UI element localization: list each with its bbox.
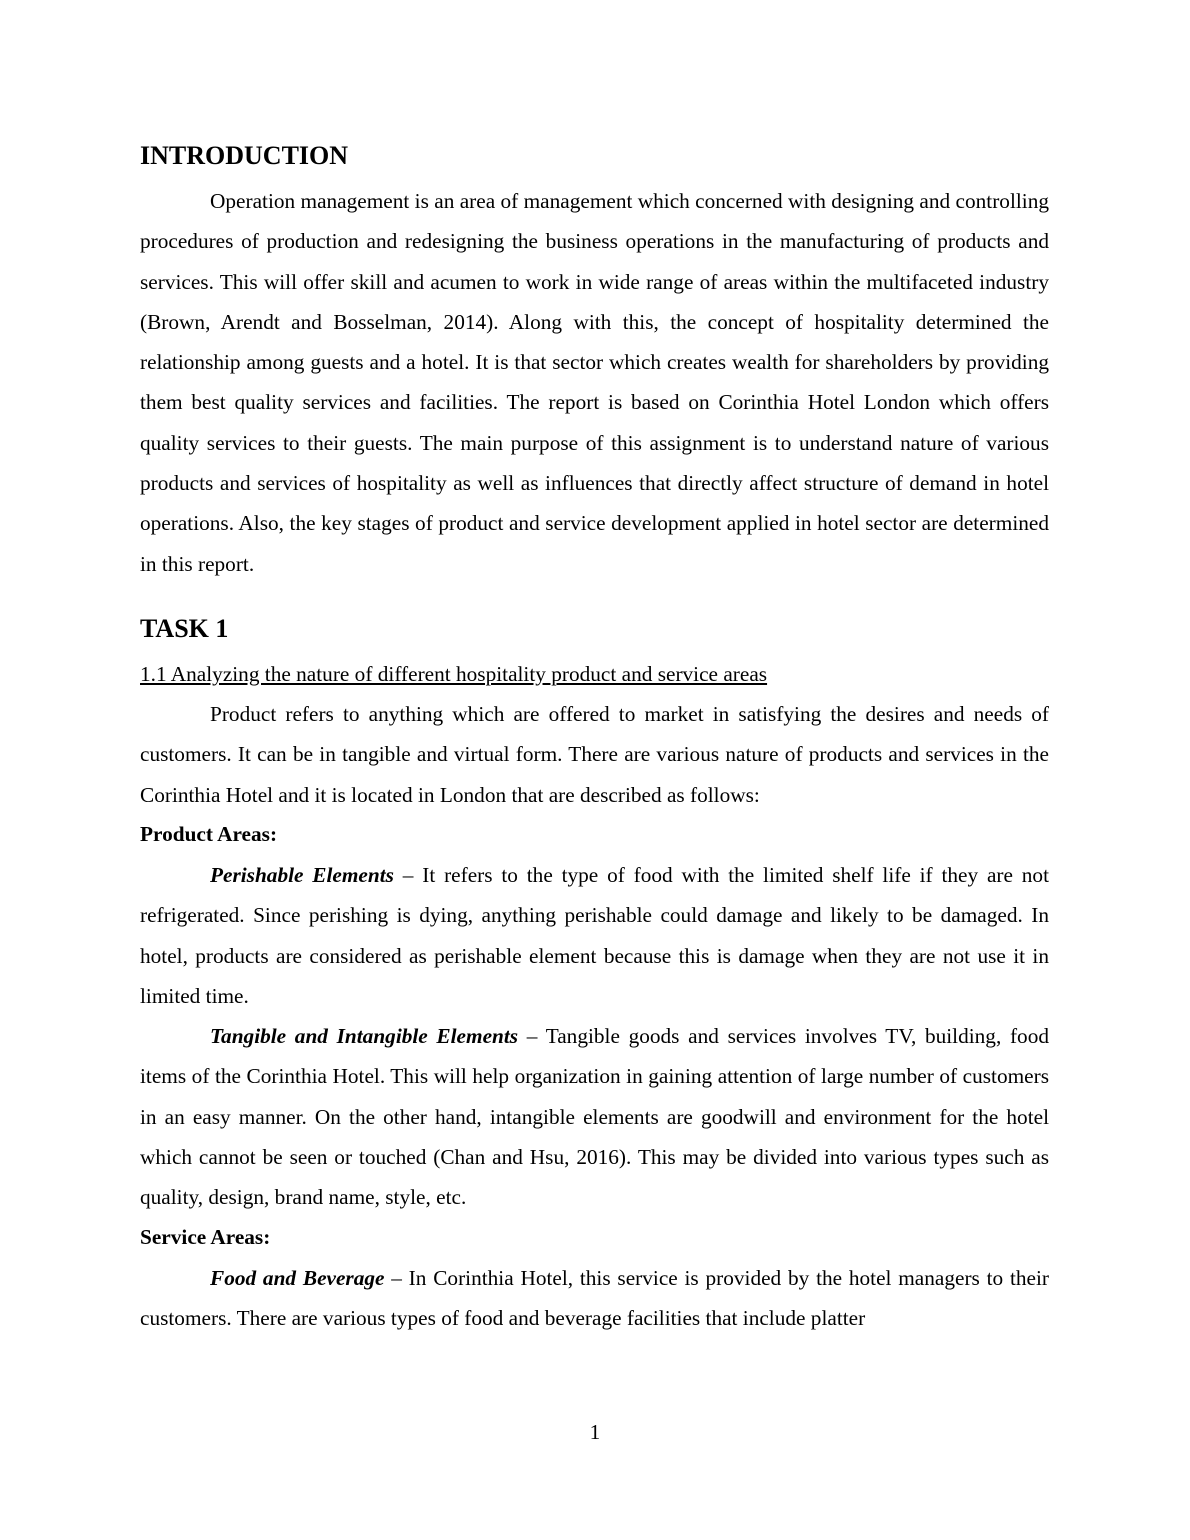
food-beverage-paragraph	[140, 1258, 1049, 1339]
section-1-1-subheading: 1.1 Analyzing the nature of different hospitality product and service areas	[140, 662, 768, 686]
perishable-elements-paragraph	[140, 855, 1049, 1016]
perishable-elements-text: – It refers to the type of food with the limited shelf life if they are not refrigerated. Since perishing is dying, anything perishable could damage and likely to be damaged. In hotel, products are considered as perishable element because this is damage when they are not use it in limited time.	[140, 863, 1049, 1008]
tangible-intangible-text: – Tangible goods and services involves TV, building, food items of the Corinthia Hotel. This will help organization in gaining attention of large number of customers in an easy manner. On the other hand, intangible elements are goodwill and environment for the hotel which cannot be seen or touched (Chan and Hsu, 2016). This may be divided into various types such as quality, design, brand name, style, etc.	[140, 1024, 1049, 1210]
food-beverage-term: Food and Beverage	[210, 1266, 385, 1290]
task1-intro-paragraph: Product refers to anything which are offered to market in satisfying the desires and needs of customers. It can be in tangible and virtual form. There are various nature of products and services in the Corinthia Hotel and it is located in London that are described as follows:	[140, 702, 1049, 807]
introduction-paragraph: Operation management is an area of management which concerned with designing and controlling procedures of production and redesigning the business operations in the manufacturing of products and services. This will offer skill and acumen to work in wide range of areas within the multifaceted industry (Brown, Arendt and Bosselman, 2014). Along with this, the concept of hospitality determined the relationship among guests and a hotel. It is that sector which creates wealth for shareholders by providing them best quality services and facilities. The report is based on Corinthia Hotel London which offers quality services to their guests. The main purpose of this assignment is to understand nature of various products and services of hospitality as well as influences that directly affect structure of demand in hotel operations. Also, the key stages of product and service development applied in hotel sector are determined in this report.	[140, 189, 1049, 576]
perishable-elements-term: Perishable Elements	[210, 863, 394, 887]
tangible-intangible-term: Tangible and Intangible Elements	[210, 1024, 519, 1048]
service-areas-label: Service Areas:	[140, 1225, 271, 1249]
product-areas-label: Product Areas:	[140, 822, 278, 846]
task1-heading: TASK 1	[140, 614, 229, 643]
tangible-intangible-paragraph	[140, 1016, 1049, 1217]
introduction-heading: INTRODUCTION	[140, 141, 349, 170]
page-number: 1	[589, 1420, 601, 1444]
food-beverage-text: – In Corinthia Hotel, this service is provided by the hotel managers to their customers. There are various types of food and beverage facilities that include platter	[140, 1266, 1049, 1331]
